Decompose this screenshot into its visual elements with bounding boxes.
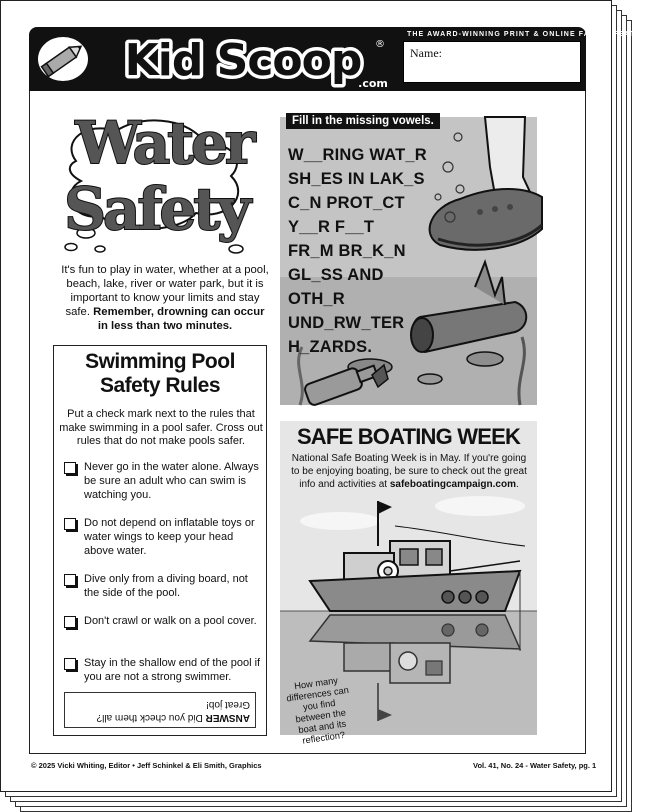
footer-issue: Vol. 41, No. 24 - Water Safety, pg. 1 xyxy=(473,761,597,770)
rule-checkbox[interactable] xyxy=(64,574,76,586)
rule-checkbox[interactable] xyxy=(64,462,76,474)
title-line-water: Water xyxy=(75,109,253,177)
logo-text: Kid Scoop xyxy=(124,35,362,86)
pool-title-line2: Safety Rules xyxy=(99,374,221,397)
vowel-word-line: UND_RW_TER xyxy=(288,314,405,332)
name-label: Name: xyxy=(410,46,442,60)
rule-text: Don't crawl or walk on a pool cover. xyxy=(84,615,257,627)
boating-link[interactable]: safeboatingcampaign.com xyxy=(389,479,516,490)
rule-checkbox[interactable] xyxy=(64,658,76,670)
rule-text: Do not depend on inflatable toys or water wings to keep your head above water. xyxy=(84,517,255,557)
rule-checkbox[interactable] xyxy=(64,616,76,628)
vowel-word-line: FR_M BR_K_N xyxy=(288,242,406,260)
footer-credits: © 2025 Vicki Whiting, Editor • Jeff Schinkel & Eli Smith, Graphics xyxy=(31,761,262,770)
vowel-word-list xyxy=(288,143,427,359)
pool-rules-title xyxy=(54,350,266,398)
rule-item xyxy=(64,460,264,502)
logo-registered: ® xyxy=(375,39,385,50)
intro-bold: Remember, drowning can occur in less than two minutes. xyxy=(93,306,265,332)
intro-text: It's fun to play in water, whether at a pool, beach, lake, river or water park, but it is important to know your limits and stay safe. xyxy=(61,264,269,318)
rule-text: Dive only from a diving board, not the side of the pool. xyxy=(84,573,248,599)
rule-item xyxy=(64,516,264,558)
rule-item xyxy=(64,656,264,684)
answer-text: Did you check them all? Great job! xyxy=(96,699,250,723)
vowel-word-line: C_N PROT_CT xyxy=(288,194,405,212)
rule-text: Never go in the water alone. Always be sure an adult who can swim is watching you. xyxy=(84,461,259,501)
boating-desc-end: . xyxy=(515,479,519,490)
pool-rules-box xyxy=(53,345,267,736)
pool-title-line1: Swimming Pool xyxy=(85,350,235,373)
rule-item xyxy=(64,614,264,628)
intro-paragraph xyxy=(59,263,271,333)
rule-text: Stay in the shallow end of the pool if you are not a strong swimmer. xyxy=(84,657,261,683)
rule-checkbox[interactable] xyxy=(64,518,76,530)
header-bar xyxy=(29,27,654,91)
pool-instructions: Put a check mark next to the rules that make swimming in a pool safer. Cross out rules that do not make pools safer. xyxy=(59,408,263,447)
kid-scoop-logo xyxy=(93,29,393,91)
header-tagline: THE AWARD-WINNING PRINT & ONLINE FAMILY FEATURE xyxy=(407,31,654,38)
vowel-word-line: OTH_R xyxy=(288,290,345,308)
pencil-icon xyxy=(37,35,89,83)
vowel-word-line: W__RING WAT_R xyxy=(288,146,427,164)
vowel-puzzle-heading: Fill in the missing vowels. xyxy=(286,113,440,129)
differences-question: How many differences can you find between the boat and its reflection? xyxy=(285,675,350,746)
vowel-word-line: GL_SS AND xyxy=(288,266,384,284)
answer-label: ANSWER xyxy=(205,712,250,723)
boating-desc-text: National Safe Boating Week is in May. If you're going to be enjoying boating, be sure to check out the great info and activities at xyxy=(291,453,527,490)
rule-item xyxy=(64,572,264,600)
vowel-word-line: H_ZARDS. xyxy=(288,338,373,356)
vowel-word-line: SH_ES IN LAK_S xyxy=(288,170,425,188)
boating-description xyxy=(288,452,530,491)
vowel-word-line: Y__R F__T xyxy=(288,218,375,236)
logo-dotcom: .com xyxy=(358,77,388,90)
water-safety-title xyxy=(56,101,266,261)
name-field[interactable] xyxy=(403,41,581,83)
upside-down-answer xyxy=(64,692,256,728)
boating-title: SAFE BOATING WEEK xyxy=(296,424,521,449)
title-line-safety: Safety xyxy=(64,175,248,243)
